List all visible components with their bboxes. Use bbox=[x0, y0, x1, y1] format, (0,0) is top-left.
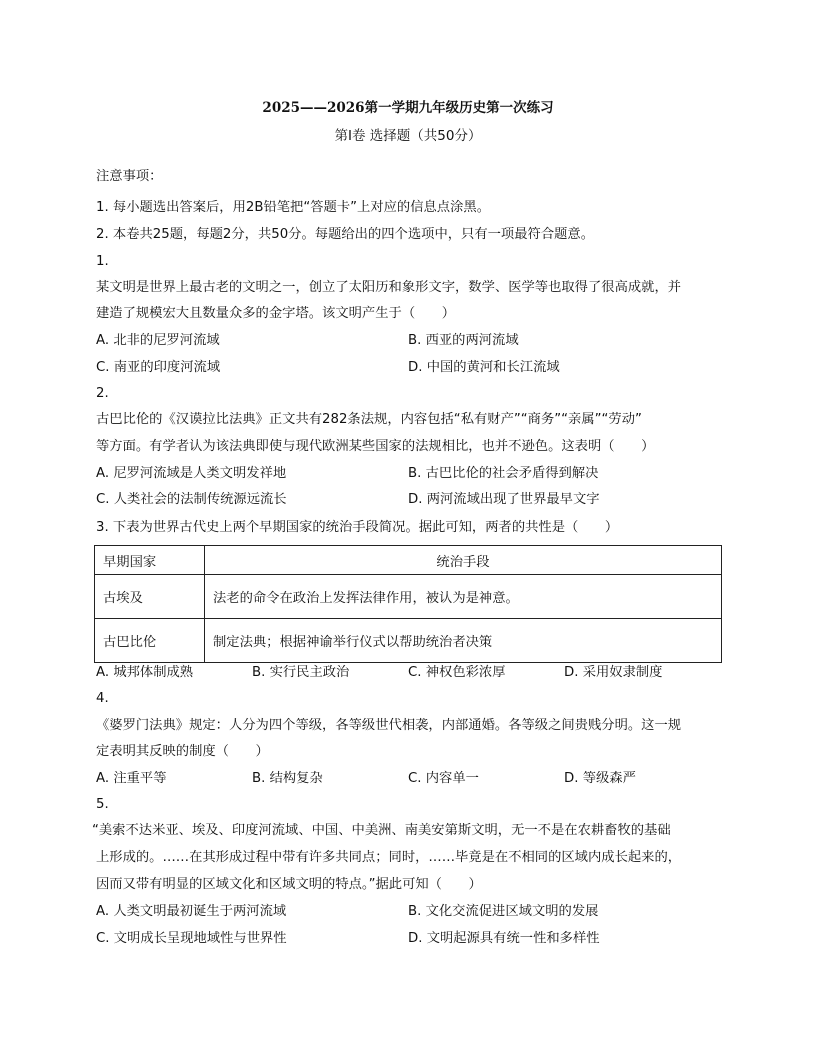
table-cell-methods: 法老的命令在政治上发挥法律作用，被认为是神意。 bbox=[205, 575, 722, 619]
question-stem-line: 某文明是世界上最古老的文明之一，创立了太阳历和象形文字，数学、医学等也取得了很高成就，并 bbox=[96, 280, 682, 295]
table-cell-country: 古巴比伦 bbox=[95, 619, 205, 663]
option-b[interactable]: B. 文化交流促进区域文明的发展 bbox=[408, 904, 599, 919]
question-stem-line: 古巴比伦的《汉谟拉比法典》正文共有282条法规，内容包括“私有财产”“商务”“亲属”“劳动” bbox=[96, 412, 642, 427]
question-stem-line: “美索不达米亚、埃及、印度河流域、中国、中美洲、南美安第斯文明，无一不是在农耕畜牧的基础 bbox=[92, 823, 671, 838]
option-b[interactable]: B. 实行民主政治 bbox=[252, 665, 350, 680]
option-d[interactable]: D. 两河流域出现了世界最早文字 bbox=[408, 492, 600, 507]
option-c[interactable]: C. 内容单一 bbox=[408, 771, 479, 786]
option-d[interactable]: D. 中国的黄河和长江流域 bbox=[408, 360, 560, 375]
table-row bbox=[95, 575, 722, 619]
question-stem-line: 等方面。有学者认为该法典即使与现代欧洲某些国家的法规相比，也并不逊色。这表明（ ） bbox=[96, 439, 655, 454]
question-stem-line: 定表明其反映的制度（ ） bbox=[96, 744, 269, 759]
question-stem-line: 上形成的。……在其形成过程中带有许多共同点；同时，……毕竟是在不相同的区域内成长起来的， bbox=[96, 850, 682, 865]
notes-heading: 注意事项： bbox=[96, 169, 163, 184]
option-a[interactable]: A. 城邦体制成熟 bbox=[96, 665, 194, 680]
option-c[interactable]: C. 神权色彩浓厚 bbox=[408, 665, 506, 680]
option-b[interactable]: B. 古巴比伦的社会矛盾得到解决 bbox=[408, 466, 599, 481]
table-header-row bbox=[95, 546, 722, 575]
question-stem-line: 因而又带有明显的区域文化和区域文明的特点。”据此可知（ ） bbox=[96, 877, 482, 892]
option-b[interactable]: B. 结构复杂 bbox=[252, 771, 323, 786]
question-number: 1. bbox=[96, 254, 109, 269]
option-b[interactable]: B. 西亚的两河流域 bbox=[408, 333, 519, 348]
option-a[interactable]: A. 尼罗河流域是人类文明发祥地 bbox=[96, 466, 287, 481]
question-number: 2. bbox=[96, 386, 109, 401]
question-stem-line: 建造了规模宏大且数量众多的金字塔。该文明产生于（ ） bbox=[96, 306, 456, 321]
table-cell-methods: 制定法典；根据神谕举行仪式以帮助统治者决策 bbox=[205, 619, 722, 663]
option-c[interactable]: C. 文明成长呈现地域性与世界性 bbox=[96, 931, 287, 946]
question-stem-line: 3. 下表为世界古代史上两个早期国家的统治手段简况。据此可知，两者的共性是（ ） bbox=[96, 520, 619, 535]
option-c[interactable]: C. 南亚的印度河流域 bbox=[96, 360, 221, 375]
question-number: 4. bbox=[96, 691, 109, 706]
exam-title: 2025——2026第一学期九年级历史第一次练习 bbox=[262, 100, 554, 116]
table-header-methods: 统治手段 bbox=[205, 546, 722, 575]
option-a[interactable]: A. 人类文明最初诞生于两河流域 bbox=[96, 904, 287, 919]
option-d[interactable]: D. 等级森严 bbox=[564, 771, 636, 786]
question-stem-line: 《婆罗门法典》规定：人分为四个等级，各等级世代相袭，内部通婚。各等级之间贵贱分明。这一规 bbox=[96, 718, 682, 733]
option-a[interactable]: A. 北非的尼罗河流域 bbox=[96, 333, 220, 348]
table-cell-country: 古埃及 bbox=[95, 575, 205, 619]
option-d[interactable]: D. 文明起源具有统一性和多样性 bbox=[408, 931, 600, 946]
option-a[interactable]: A. 注重平等 bbox=[96, 771, 167, 786]
section-subtitle: 第Ⅰ卷 选择题（共50分） bbox=[334, 128, 482, 144]
table-row bbox=[95, 619, 722, 663]
table-header-country: 早期国家 bbox=[95, 546, 205, 575]
ruling-methods-table bbox=[94, 545, 722, 663]
option-c[interactable]: C. 人类社会的法制传统源远流长 bbox=[96, 492, 287, 507]
question-number: 5. bbox=[96, 797, 109, 812]
note-item: 1. 每小题选出答案后，用2B铅笔把“答题卡”上对应的信息点涂黑。 bbox=[96, 200, 490, 215]
option-d[interactable]: D. 采用奴隶制度 bbox=[564, 665, 663, 680]
note-item: 2. 本卷共25题，每题2分，共50分。每题给出的四个选项中，只有一项最符合题意。 bbox=[96, 227, 595, 242]
